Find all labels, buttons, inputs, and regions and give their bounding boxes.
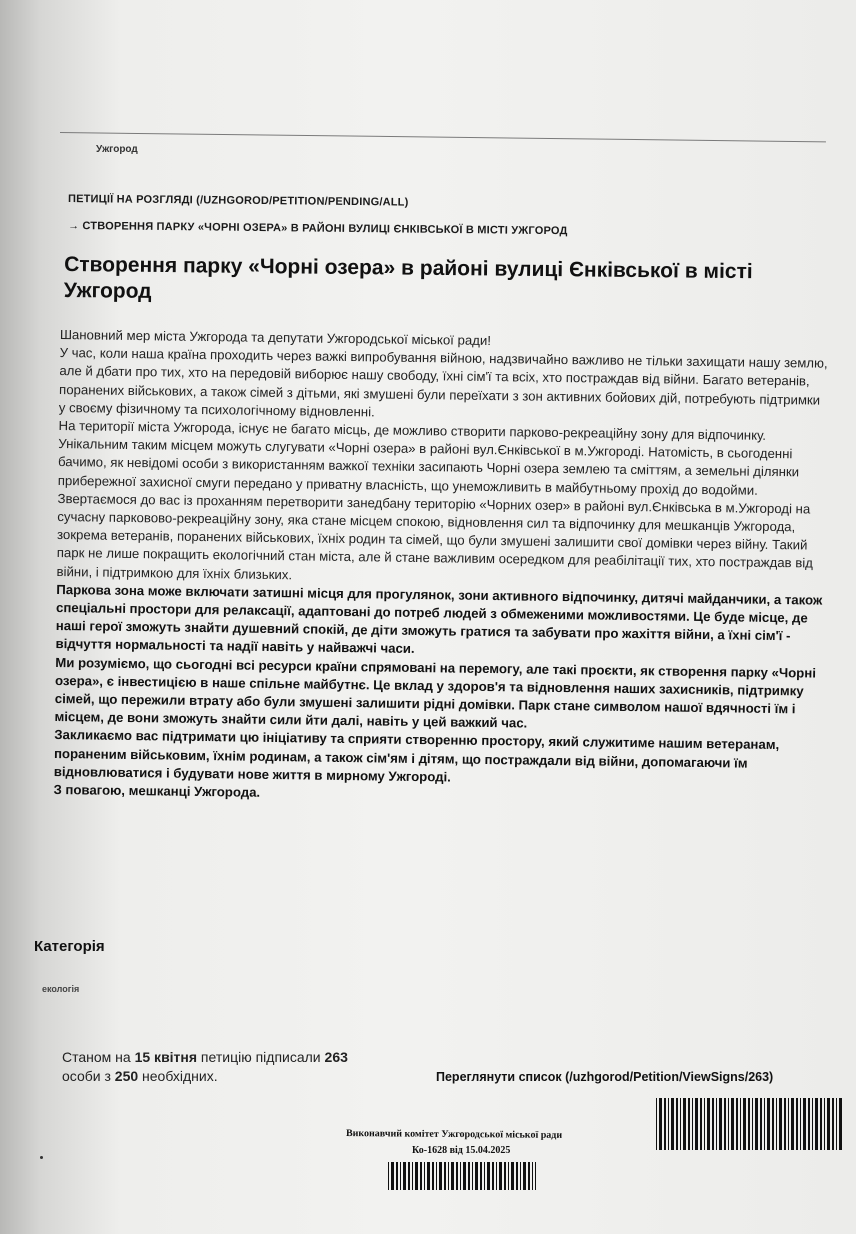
- breadcrumb-current: → СТВОРЕННЯ ПАРКУ «ЧОРНІ ОЗЕРА» В РАЙОНІ ВУЛИЦІ ЄНКІВСЬКОЇ В МІСТІ УЖГОРОД: [67, 220, 568, 238]
- status-line2-prefix: особи з: [62, 1068, 115, 1084]
- barcode-bar: [788, 1098, 789, 1150]
- barcode-bar: [659, 1098, 662, 1150]
- barcode-bar: [484, 1162, 485, 1190]
- petition-title: Створення парку «Чорні озера» в районі вулиці Єнківської в місті Ужгород: [63, 253, 753, 303]
- barcode-bar: [475, 1162, 478, 1190]
- barcode-bar: [824, 1098, 825, 1150]
- petition-paragraph: У час, коли наша країна проходить через важкі випробування війною, надзвичайно важливо не тільки захищати нашу землю, але й дбати про тих, хто на передовій виборює нашу свободу, їхні сім'ї та всіх, хто постраждав від війни. Багато ветеранів, поранених військових, а також сімей з дітьми, які змушені були переїхати з зон активних бойових дій, потребують підтримки у своєму фізичному та психологічному відновленні.: [58, 345, 828, 420]
- petition-paragraph: На території міста Ужгорода, існує не багато місць, де можливо створити парково-рекреаційну зону для відпочинку. Унікальним таким місцем можуть слугувати «Чорні озера» в районі вул.Єнківської в м.Ужгороді. Натомість, в сьогоденні бачимо, як невідомі особи з використанням важкої техніки засипають Чорні озера землею та сміттям, а земельні ділянки прибережної захисної смуги передано у приватну власність, що унеможливить в майбутньому прохід до водойми.: [57, 418, 800, 498]
- barcode-bar: [516, 1162, 518, 1190]
- barcode-bar: [391, 1162, 394, 1190]
- barcode-bar: [736, 1098, 738, 1150]
- barcode-bar: [504, 1162, 506, 1190]
- barcode-bar: [740, 1098, 741, 1150]
- barcode-bar: [460, 1162, 461, 1190]
- barcode-bar: [712, 1098, 714, 1150]
- barcode-bar: [412, 1162, 413, 1190]
- breadcrumb-parent[interactable]: ПЕТИЦІЇ НА РОЗГЛЯДІ (/UZHGOROD/PETITION/PENDING/ALL): [67, 193, 409, 209]
- barcode-bar: [511, 1162, 514, 1190]
- barcode-bar: [676, 1098, 678, 1150]
- site-city-label[interactable]: Ужгород: [96, 144, 138, 155]
- barcode-bar: [408, 1162, 410, 1190]
- barcode-bar: [480, 1162, 482, 1190]
- barcode-bar: [800, 1098, 801, 1150]
- header-divider: [60, 132, 826, 142]
- barcode-bar: [692, 1098, 693, 1150]
- barcode-bar: [764, 1098, 765, 1150]
- barcode-bar: [400, 1162, 401, 1190]
- barcode-bar: [668, 1098, 669, 1150]
- barcode-bar: [456, 1162, 458, 1190]
- status-date: 15 квітня: [134, 1049, 198, 1065]
- barcode-bar: [812, 1098, 813, 1150]
- barcode-bar: [724, 1098, 726, 1150]
- barcode-bar: [436, 1162, 437, 1190]
- barcode-bar: [439, 1162, 442, 1190]
- petition-paragraph: Шановний мер міста Ужгорода та депутати Ужгородської міської ради!: [59, 326, 492, 349]
- barcode-bar: [815, 1098, 818, 1150]
- petition-paragraph: Закликаємо вас підтримати цю ініціативу та сприяти створенню простору, який служитиме нашим ветеранам, пораненим військовим, їхнім родинам, а також сім'ям і дітям, що постраждали від війни, допомагаючи їм відновлюватися і будувати нове життя в мирному Ужгороді.: [53, 727, 780, 785]
- barcode-bar: [523, 1162, 526, 1190]
- registration-stamp-org: Виконавчий комітет Ужгородської міської ради: [345, 1128, 563, 1141]
- barcode-bar: [779, 1098, 782, 1150]
- barcode-bar: [424, 1162, 425, 1190]
- barcode-bar: [760, 1098, 762, 1150]
- barcode-bar: [396, 1162, 398, 1190]
- barcode-bar: [671, 1098, 674, 1150]
- signature-status: [62, 1048, 402, 1086]
- barcode-bar: [487, 1162, 490, 1190]
- barcode-bar: [388, 1162, 389, 1190]
- barcode-bar: [839, 1098, 842, 1150]
- barcode-icon: [656, 1098, 842, 1150]
- barcode-bar: [791, 1098, 794, 1150]
- barcode-bar: [520, 1162, 521, 1190]
- barcode-bar: [752, 1098, 753, 1150]
- barcode-bar: [468, 1162, 470, 1190]
- barcode-bar: [803, 1098, 806, 1150]
- barcode-bar: [808, 1098, 810, 1150]
- barcode-bar: [420, 1162, 422, 1190]
- barcode-bar: [755, 1098, 758, 1150]
- petition-paragraph: Паркова зона може включати затишні місця для прогулянок, зони активного відпочинку, дитячі майданчики, а також спеціальні простори для релаксації, адаптовані до потреб людей з обмеженими можливостями. Це буде місце, де наші герої зможуть знайти душевний спокій, де діти зможуть гратися та забувати про жахіття війни, а їхні сім'ї - відчуття нормальності та надії навіть у найважчі часи.: [55, 581, 823, 657]
- barcode-bar: [532, 1162, 533, 1190]
- barcode-bar: [695, 1098, 698, 1150]
- barcode-bar: [499, 1162, 502, 1190]
- barcode-bar: [680, 1098, 681, 1150]
- barcode-bar: [820, 1098, 822, 1150]
- barcode-bar: [776, 1098, 777, 1150]
- barcode-bar: [683, 1098, 686, 1150]
- barcode-bar: [716, 1098, 717, 1150]
- scan-speck: [40, 1156, 43, 1159]
- signature-count: 263: [324, 1049, 348, 1065]
- petition-body: [53, 326, 830, 810]
- status-line2-suffix: необхідних.: [138, 1068, 218, 1084]
- status-middle: петицію підписали: [197, 1049, 325, 1065]
- barcode-bar: [492, 1162, 494, 1190]
- barcode-bar: [463, 1162, 466, 1190]
- registration-barcode-icon: [388, 1162, 536, 1190]
- petition-paragraph: Звертаємося до вас із проханням перетворити занедбану територію «Чорних озер» в районі вул.Єнківська в м.Ужгороді на сучасну парковово-рекреаційну зону, яка стане місцем спокою, відновлення сил та відпочинку для мешканців Ужгорода, зокрема ветеранів, поранених військових, їхніх родин та сімей, що були змушені залишити свої домівки через війну. Такий парк не лише покращить екологічний стан міста, але й стане важливим осередком для реабілітації тих, хто постраждав від війни, і підтримкою для їхніх близьких.: [56, 490, 814, 582]
- status-prefix: Станом на: [62, 1049, 135, 1065]
- barcode-bar: [444, 1162, 446, 1190]
- barcode-bar: [656, 1098, 657, 1150]
- barcode-bar: [508, 1162, 509, 1190]
- petition-signoff: З повагою, мешканці Ужгорода.: [53, 782, 261, 800]
- barcode-bar: [432, 1162, 434, 1190]
- barcode-bar: [784, 1098, 786, 1150]
- barcode-bar: [403, 1162, 406, 1190]
- required-count: 250: [114, 1068, 139, 1084]
- barcode-bar: [731, 1098, 734, 1150]
- barcode-bar: [451, 1162, 454, 1190]
- barcode-bar: [528, 1162, 530, 1190]
- barcode-bar: [772, 1098, 774, 1150]
- barcode-bar: [796, 1098, 798, 1150]
- barcode-bar: [836, 1098, 837, 1150]
- barcode-bar: [719, 1098, 722, 1150]
- barcode-bar: [664, 1098, 666, 1150]
- barcode-bar: [688, 1098, 690, 1150]
- barcode-bar: [827, 1098, 830, 1150]
- barcode-bar: [448, 1162, 449, 1190]
- barcode-bar: [832, 1098, 834, 1150]
- barcode-bar: [700, 1098, 702, 1150]
- barcode-bar: [427, 1162, 430, 1190]
- barcode-bar: [707, 1098, 710, 1150]
- barcode-bar: [748, 1098, 750, 1150]
- barcode-bar: [728, 1098, 729, 1150]
- barcode-bar: [472, 1162, 473, 1190]
- category-value[interactable]: екологія: [42, 984, 80, 994]
- barcode-bar: [535, 1162, 536, 1190]
- barcode-bar: [743, 1098, 746, 1150]
- petition-paragraph: Ми розуміємо, що сьогодні всі ресурси країни спрямовані на перемогу, але такі проєкти, як створення парку «Чорні озера», є інвестицією в наше спільне майбутнє. Це вклад у здоров'я та відновлення наших захисників, підтримку сімей, що пережили втрату або були змушені залишити рідні домівки. Парк стане символом нашої вдячності їм і місцем, де вони зможуть знайти сили йти далі, навіть у цей важкий час.: [54, 654, 817, 731]
- barcode-bar: [415, 1162, 418, 1190]
- barcode-bar: [767, 1098, 770, 1150]
- barcode-bar: [496, 1162, 497, 1190]
- view-signatures-link[interactable]: Переглянути список (/uzhgorod/Petition/ViewSigns/263): [436, 1070, 774, 1084]
- barcode-bar: [704, 1098, 705, 1150]
- category-heading: Категорія: [34, 938, 105, 955]
- registration-stamp-number: Ко-1628 від 15.04.2025: [412, 1145, 511, 1156]
